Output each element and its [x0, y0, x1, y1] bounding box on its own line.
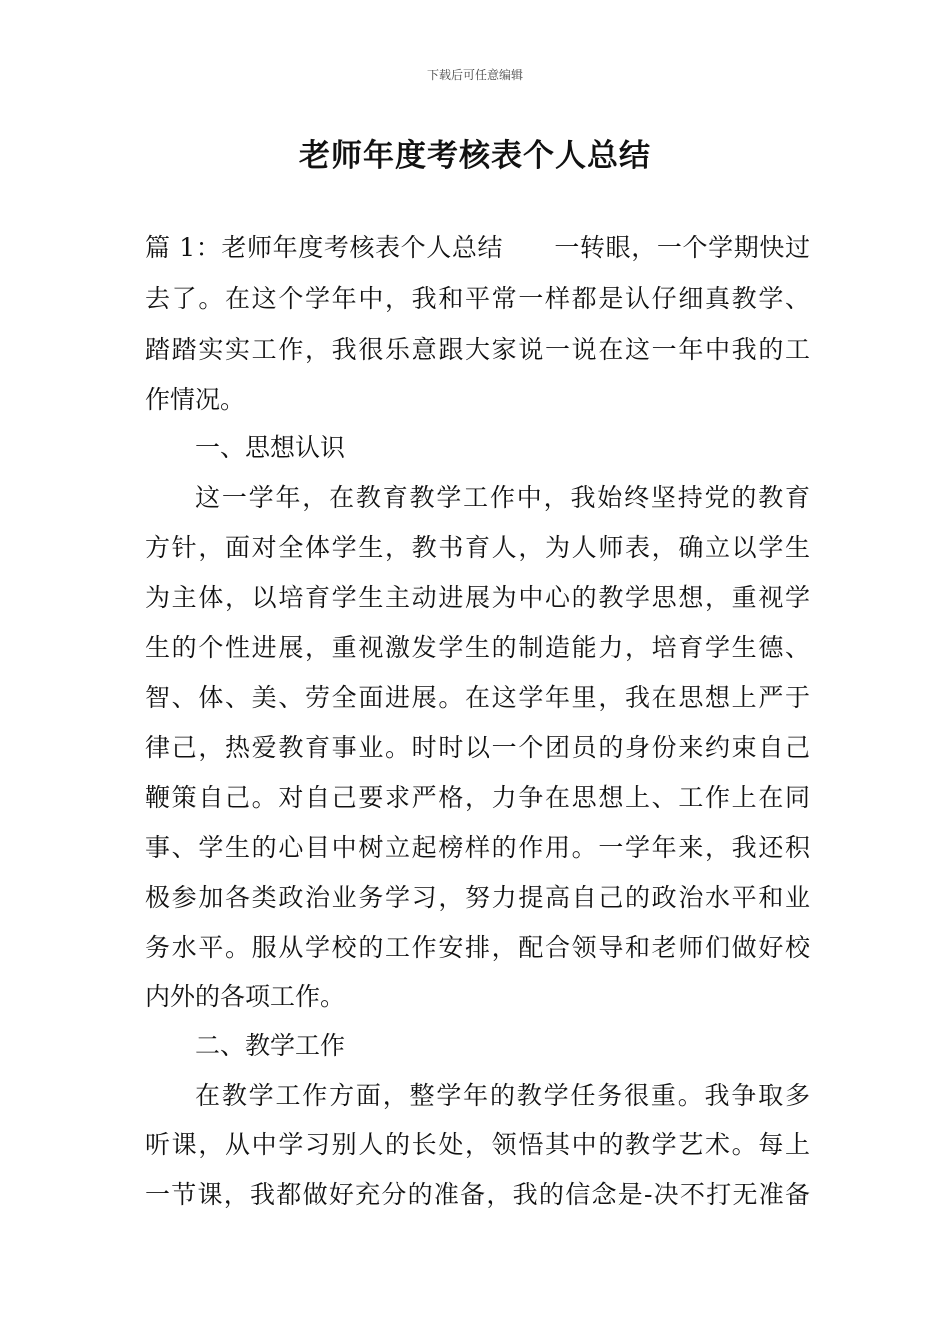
body-line: 生的个性进展，重视激发学生的制造能力，培育学生德、 [145, 633, 810, 662]
body-line: 在教学工作方面，整学年的教学任务很重。我争取多 [195, 1081, 810, 1110]
body-line: 务水平。服从学校的工作安排，配合领导和老师们做好校 [145, 933, 810, 962]
section-heading: 二、教学工作 [195, 1031, 346, 1060]
body-line: 一节课，我都做好充分的准备，我的信念是-决不打无准备 [145, 1180, 810, 1209]
body-line: 鞭策自己。对自己要求严格，力争在思想上、工作上在同 [145, 783, 810, 812]
body-line: 去了。在这个学年中，我和平常一样都是认仔细真教学、 [145, 284, 810, 313]
body-line: 方针，面对全体学生，教书育人，为人师表，确立以学生 [145, 533, 810, 562]
body-line: 事、学生的心目中树立起榜样的作用。一学年来，我还积 [145, 833, 810, 862]
body-line: 听课，从中学习别人的长处，领悟其中的教学艺术。每上 [145, 1130, 810, 1159]
body-line: 篇 1：老师年度考核表个人总结 一转眼，一个学期快过 [145, 233, 810, 262]
body-line: 这一学年，在教育教学工作中，我始终坚持党的教育 [195, 483, 810, 512]
body-line: 律己，热爱教育事业。时时以一个团员的身份来约束自己 [145, 733, 810, 762]
document-title: 老师年度考核表个人总结 [299, 138, 651, 174]
body-line: 极参加各类政治业务学习，努力提高自己的政治水平和业 [145, 883, 810, 912]
body-line: 内外的各项工作。 [145, 982, 346, 1011]
header-note: 下载后可任意编辑 [426, 68, 523, 82]
section-heading: 一、思想认识 [195, 433, 346, 462]
body-line: 踏踏实实工作，我很乐意跟大家说一说在这一年中我的工 [145, 335, 810, 364]
body-line: 智、体、美、劳全面进展。在这学年里，我在思想上严于 [145, 683, 810, 712]
body-line: 作情况。 [145, 385, 246, 414]
body-line: 为主体，以培育学生主动进展为中心的教学思想，重视学 [145, 583, 810, 612]
